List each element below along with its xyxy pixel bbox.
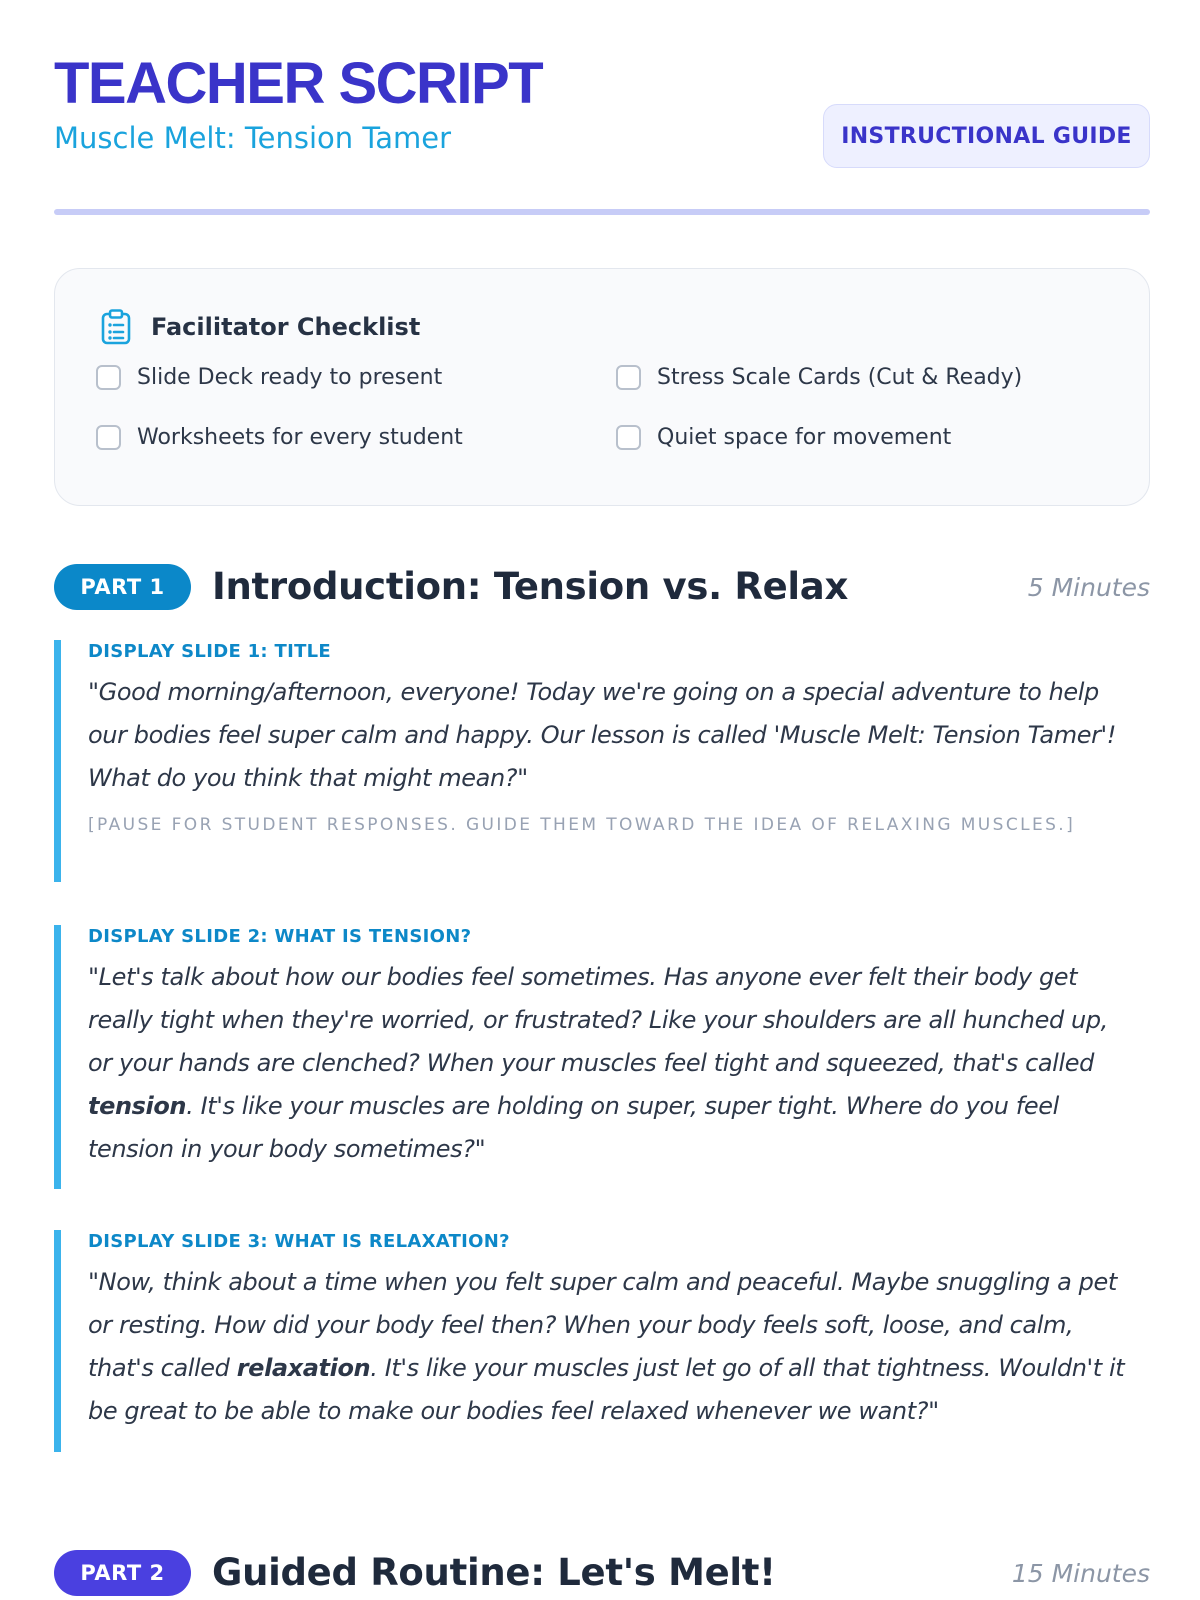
script-text: "Now, think about a time when you felt super calm and peaceful. Maybe snuggling a pet or resting. How did your body feel then? When your body feels soft, loose, and calm, that's called relaxation. It's like your muscles just let go of all that tightness. Wouldn't it be great to be able to make our bodies feel relaxed whenever we want?": [88, 1268, 1125, 1425]
part-1-title: Introduction: Tension vs. Relax: [212, 565, 849, 608]
slide-2-script: [54, 925, 1150, 1189]
part-2-badge: PART 2: [54, 1550, 191, 1596]
part-2-header: [54, 1548, 1150, 1598]
facilitator-checklist: [54, 268, 1150, 506]
instructional-guide-badge: INSTRUCTIONAL GUIDE: [823, 104, 1150, 168]
slide-label: DISPLAY SLIDE 2: WHAT IS TENSION?: [88, 926, 472, 947]
checkbox[interactable]: [96, 365, 121, 390]
part-2-title: Guided Routine: Let's Melt!: [212, 1551, 776, 1594]
script-text: "Good morning/afternoon, everyone! Today we're going on a special adventure to help our bodies feel super calm and happy. Our lesson is called 'Muscle Melt: Tension Tamer'! What do you think that might mean?": [88, 678, 1116, 792]
emphasis-term: tension: [88, 1092, 187, 1120]
stage-direction: [PAUSE FOR STUDENT RESPONSES. GUIDE THEM TOWARD THE IDEA OF RELAXING MUSCLES.]: [88, 815, 1076, 835]
checklist-item-stress-scale-cards[interactable]: [616, 365, 1022, 390]
clipboard-list-icon: [101, 309, 131, 345]
slide-1-script: [54, 640, 1150, 882]
part-1-duration: 5 Minutes: [1027, 573, 1150, 602]
slide-label: DISPLAY SLIDE 1: TITLE: [88, 641, 332, 662]
part-1-badge: PART 1: [54, 564, 191, 610]
checklist-item-label: Stress Scale Cards (Cut & Ready): [657, 365, 1023, 390]
checklist-item-label: Worksheets for every student: [137, 425, 463, 450]
checklist-item-worksheets[interactable]: [96, 425, 463, 450]
emphasis-term: relaxation: [236, 1354, 371, 1382]
document-header: [54, 52, 1150, 158]
checkbox[interactable]: [616, 365, 641, 390]
part-1-header: [54, 562, 1150, 612]
part-2-duration: 15 Minutes: [1011, 1559, 1150, 1588]
checklist-item-label: Quiet space for movement: [657, 425, 952, 450]
document-title: TEACHER SCRIPT: [54, 51, 543, 116]
checklist-item-label: Slide Deck ready to present: [137, 365, 443, 390]
checklist-item-slide-deck[interactable]: [96, 365, 442, 390]
checklist-header: [101, 309, 420, 345]
checkbox[interactable]: [616, 425, 641, 450]
checkbox[interactable]: [96, 425, 121, 450]
header-divider: [54, 209, 1150, 215]
slide-label: DISPLAY SLIDE 3: WHAT IS RELAXATION?: [88, 1231, 510, 1252]
checklist-title: Facilitator Checklist: [151, 313, 421, 341]
slide-3-script: [54, 1230, 1150, 1452]
checklist-item-quiet-space[interactable]: [616, 425, 951, 450]
script-text: "Let's talk about how our bodies feel sometimes. Has anyone ever felt their body get really tight when they're worried, or frustrated? Like your shoulders are all hunched up, or your hands are clenched? When your muscles feel tight and squeezed, that's called tension. It's like your muscles are holding on super, super tight. Where do you feel tension in your body sometimes?": [88, 963, 1108, 1163]
document-subtitle: Muscle Melt: Tension Tamer: [54, 121, 452, 155]
